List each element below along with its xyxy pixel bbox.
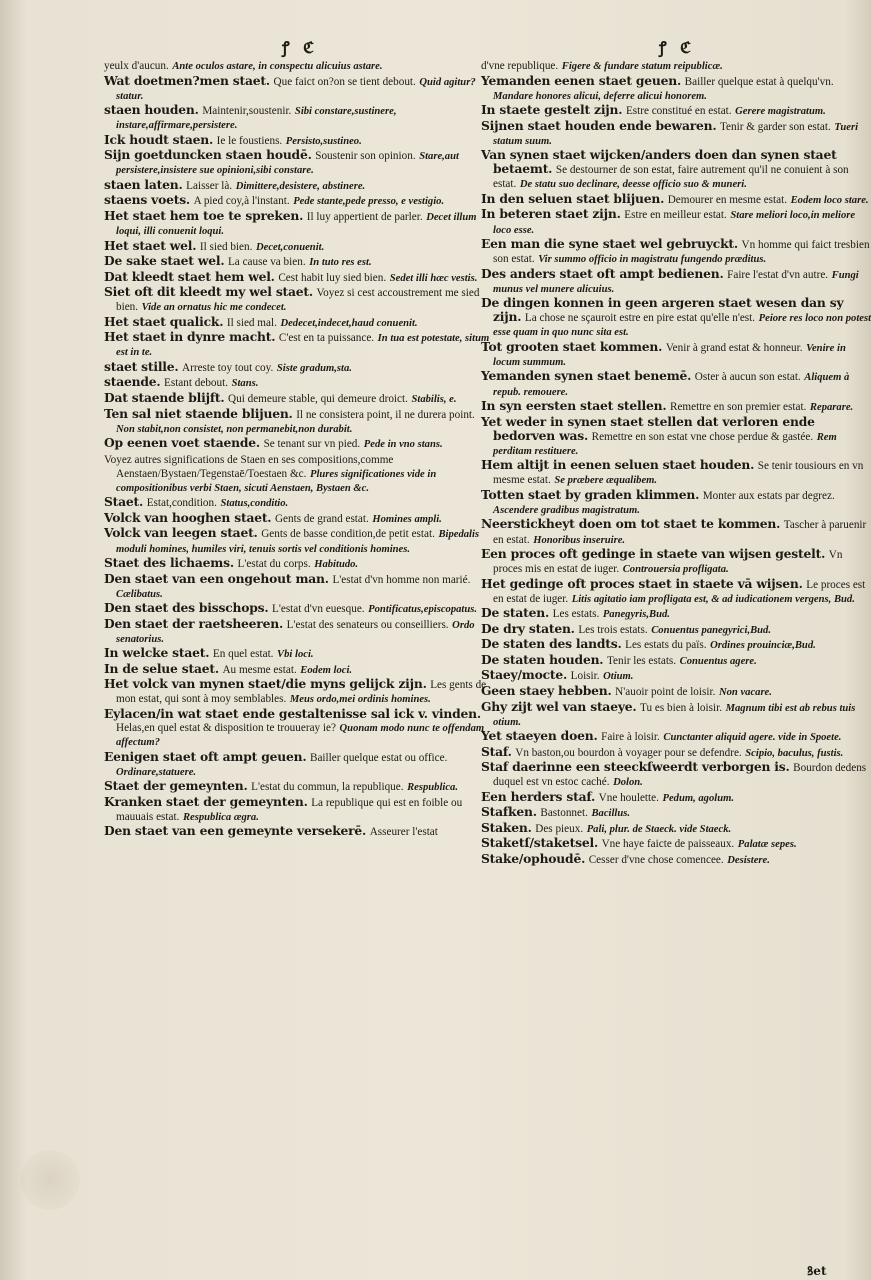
dictionary-entry	[104, 239, 496, 254]
entry-headword: Dat kleedt staet hem wel.	[104, 268, 275, 284]
entry-headword: De sake staet wel.	[104, 253, 225, 269]
dictionary-entry	[481, 821, 871, 836]
dictionary-entry	[104, 601, 496, 616]
dictionary-entry	[481, 637, 871, 652]
entry-latin: In tuto res est.	[309, 257, 372, 269]
entry-french: Voyez si cest accoustrement me sied bien.	[116, 287, 480, 314]
entry-headword: Yemanden synen staet benemē.	[481, 368, 692, 384]
entry-latin: Sibi constare,sustinere, instare,affirmare,persistere.	[116, 106, 397, 132]
entry-latin: Figere & fundare statum reipublicæ.	[561, 61, 723, 72]
entry-latin: Homines ampli.	[372, 513, 442, 525]
entry-headword: Tot grooten staet kommen.	[481, 338, 663, 354]
entry-headword: Eenigen staet oft ampt geuen.	[104, 748, 307, 764]
entry-latin: Bacillus.	[591, 808, 631, 820]
entry-french: Les gents de mon estat, qui sont à moy semblables.	[116, 679, 487, 706]
dictionary-entry	[104, 103, 496, 132]
entry-french: Asseurer l'estat	[369, 826, 438, 839]
dictionary-entry	[104, 270, 496, 285]
entry-headword: Den staet van een ongehout man.	[104, 570, 329, 586]
dictionary-entry	[104, 795, 496, 824]
entry-headword: Een herders staf.	[481, 788, 596, 804]
entry-french: Demourer en mesme estat.	[667, 193, 788, 206]
entry-latin: Vbi loci.	[277, 649, 314, 661]
entry-headword: Den staet des bisschops.	[104, 600, 269, 616]
entry-french: Vn homme qui faict tresbien son estat.	[493, 239, 870, 266]
entry-french: Remettre en son estat vne chose perdue & gastée.	[591, 430, 814, 443]
dictionary-entry	[481, 700, 871, 729]
entry-headword: In staete gestelt zijn.	[481, 102, 623, 118]
entry-latin: Tueri statum suum.	[493, 121, 859, 147]
entry-latin: Quid agitur?statur.	[116, 76, 476, 102]
entry-headword: Op eenen voet staende.	[104, 435, 260, 451]
entry-french: L'estat du corps.	[237, 558, 311, 571]
entry-latin: Conuentus panegyrici,Bud.	[651, 624, 771, 636]
entry-french: Vne haye faicte de paisseaux.	[601, 838, 735, 851]
entry-french: Il luy appertient de parler.	[306, 210, 423, 223]
entry-french: Gents de basse condition,de petit estat.	[261, 528, 435, 541]
dictionary-entry	[481, 58, 871, 73]
entry-french: Remettre en son premier estat.	[669, 401, 807, 414]
entry-latin: Rem perditam restituere.	[493, 431, 837, 457]
entry-latin: Dedecet,indecet,haud conuenit.	[280, 317, 418, 329]
dictionary-entry	[104, 148, 496, 177]
entry-headword: Ick houdt staen.	[104, 131, 214, 147]
entry-french: Bailler quelque estat ou office.	[309, 751, 448, 764]
dictionary-entry	[104, 824, 496, 839]
entry-headword: Staf daerinne een steeckſweerdt verborgen is.	[481, 759, 790, 775]
entry-headword: Dat staende blijft.	[104, 390, 225, 406]
dictionary-entry	[104, 209, 496, 238]
entry-french: Se tenir tousiours en vn mesme estat.	[493, 460, 864, 487]
entry-latin: Dolon.	[613, 777, 643, 789]
entry-headword: Totten staet by graden klimmen.	[481, 486, 700, 502]
entry-french: Bourdon dedens duquel est vn estoc caché.	[493, 762, 867, 789]
dictionary-entry	[104, 511, 496, 526]
entry-headword: Hem altijt in eenen seluen staet houden.	[481, 457, 755, 473]
entry-latin: Controuersia profligata.	[622, 564, 729, 576]
dictionary-entry	[104, 617, 496, 646]
entry-french: Maintenir,soustenir.	[202, 105, 292, 118]
entry-french: Tu es bien à loisir.	[640, 701, 722, 714]
entry-french: Cest habit luy sied bien.	[278, 271, 387, 284]
entry-latin: Stare meliori loco,in meliore loco esse.	[493, 210, 856, 236]
entry-headword: Geen staey hebben.	[481, 682, 612, 698]
entry-latin: Panegyris,Bud.	[602, 609, 670, 621]
entry-latin: Siste gradum,sta.	[276, 362, 352, 374]
entry-french: Se destourner de son estat, faire autrement qu'il ne conuient à son estat.	[493, 164, 849, 191]
entry-latin: Non stabit,non consistet, non permanebit,non durabit.	[116, 423, 353, 435]
entry-latin: Pede in vno stans.	[363, 439, 443, 451]
entry-french: L'estat des senateurs ou conseilliers.	[286, 618, 449, 631]
entry-latin: Respublica.	[407, 782, 459, 794]
entry-latin: Pontificatus,episcopatus.	[368, 604, 478, 616]
entry-french: yeulx d'aucun.	[104, 60, 169, 72]
entry-latin: Meus ordo,mei ordinis homines.	[289, 694, 431, 706]
entry-french: Monter aux estats par degrez.	[702, 489, 835, 502]
entry-french: Vne houlette.	[598, 791, 659, 804]
dictionary-entry	[104, 662, 496, 677]
entry-latin: Bipedalis moduli homines, humiles viri, tenuis sortis vel conditionis homines.	[116, 529, 480, 555]
entry-headword: Den staet van een gemeynte versekerē.	[104, 823, 367, 839]
entry-headword: Staey/mocte.	[481, 667, 568, 683]
entry-latin: Sedet illi hæc vestis.	[389, 272, 478, 284]
dictionary-entry	[104, 58, 496, 73]
entry-french: Voyez autres significations de Staen en ses compositions,comme Aenstaen/Bystaen/Tegenstaē/Toestaen &c.	[104, 453, 394, 480]
entry-headword: Stafken.	[481, 804, 537, 820]
entry-french: Ie le foustiens.	[216, 134, 283, 147]
entry-headword: Siet oft dit kleedt my wel staet.	[104, 284, 313, 300]
dictionary-entry	[104, 254, 496, 269]
entry-latin: Status,conditio.	[220, 498, 289, 510]
dictionary-entry	[481, 103, 871, 118]
entry-headword: De staten houden.	[481, 651, 604, 667]
entry-latin: Ante oculos astare, in conspectu alicuius astare.	[172, 61, 383, 72]
right-column	[481, 40, 871, 868]
dictionary-entry	[481, 745, 871, 760]
entry-latin: Vir summo officio in magistratu fungendo præditus.	[538, 254, 767, 266]
dictionary-entry	[104, 407, 496, 436]
entry-headword: Eylacen/in wat staet ende gestaltenisse sal ick v. vinden.	[104, 706, 481, 722]
entry-headword: In de selue staet.	[104, 660, 219, 676]
entry-headword: Het gedinge oft proces staet in staete vā wijsen.	[481, 575, 803, 591]
entry-french: Les estats.	[552, 608, 600, 621]
entry-french: Estant debout.	[164, 377, 229, 390]
entry-french: Vn baston,ou bourdon à voyager pour se defendre.	[515, 746, 742, 759]
dictionary-entry	[481, 148, 871, 191]
entry-french: Le proces est en estat de iuger.	[493, 578, 866, 605]
dictionary-entry	[481, 852, 871, 867]
dictionary-entry	[104, 707, 496, 749]
entry-french: Bailler quelque estat à quelqu'vn.	[684, 75, 834, 88]
dictionary-entry	[481, 207, 871, 236]
dictionary-entry	[481, 622, 871, 637]
dictionary-entry	[104, 360, 496, 375]
entry-headword: Yet staeyen doen.	[481, 728, 598, 744]
entry-headword: Des anders staet oft ampt bedienen.	[481, 265, 724, 281]
entry-french: Les estats du païs.	[625, 639, 707, 652]
entry-latin: Stare,aut persistere,insistere sue opinioni,sibi constare.	[116, 151, 459, 177]
dictionary-entry	[104, 677, 496, 706]
entry-headword: staen laten.	[104, 176, 183, 192]
entry-headword: In syn eersten staet stellen.	[481, 398, 667, 414]
dictionary-entry	[481, 836, 871, 851]
dictionary-entry	[481, 790, 871, 805]
entry-latin: Pede stante,pede presso, e vestigio.	[293, 196, 445, 208]
entry-latin: Stabilis, e.	[411, 394, 457, 406]
dictionary-entry	[481, 760, 871, 789]
entry-latin: Honoribus inseruire.	[533, 534, 626, 546]
dictionary-entry	[481, 369, 871, 398]
entry-latin: Stans.	[231, 378, 259, 390]
entry-french: A pied coy,à l'instant.	[193, 195, 290, 208]
entry-latin: Decet,conuenit.	[255, 241, 325, 253]
entry-latin: Mandare honores alicui, deferre alicui honorem.	[493, 90, 707, 102]
entry-latin: Eodem loci.	[300, 664, 353, 676]
entry-headword: Volck van leegen staet.	[104, 525, 258, 541]
entry-headword: Wat doetmen?men staet.	[104, 72, 270, 88]
entry-latin: Respublica ægra.	[182, 811, 259, 823]
entry-headword: Staken.	[481, 819, 532, 835]
entry-latin: Pedum, agolum.	[662, 792, 734, 804]
entry-french: Que faict on?on se tient debout.	[273, 75, 416, 88]
dictionary-entry	[481, 805, 871, 820]
entry-french: La chose ne sçauroit estre en pire estat qu'elle n'est.	[524, 312, 756, 325]
entry-french: Tenir & garder son estat.	[720, 120, 831, 133]
entry-french: Tenir les estats.	[606, 654, 677, 667]
entry-headword: staet stille.	[104, 358, 179, 374]
entry-latin: Peiore res loco non potest esse quam in quo nunc sita est.	[493, 313, 871, 339]
entry-french: Gents de grand estat.	[274, 512, 369, 525]
dictionary-entry	[481, 415, 871, 458]
dictionary-entry	[104, 572, 496, 601]
entry-latin: Aliquem à repub. remouere.	[493, 372, 850, 398]
entry-headword: De staten.	[481, 605, 550, 621]
entry-latin: Se præbere æqualibem.	[554, 475, 658, 487]
entry-latin: Ordo senatorius.	[116, 619, 475, 645]
entry-latin: Plures significationes vide in compositionibus verbi Staen, sicuti Aenstaen, Bystaen &c.	[116, 468, 437, 494]
entry-french: Soustenir son opinion.	[315, 150, 416, 163]
signature-mark-left: ꝭ ℭ	[282, 38, 318, 57]
dictionary-entry	[104, 391, 496, 406]
entry-french: Au mesme estat.	[222, 663, 297, 676]
entry-headword: De dry staten.	[481, 620, 575, 636]
signature-mark-right: ꝭ ℭ	[659, 38, 695, 57]
entry-headword: In welcke staet.	[104, 645, 210, 661]
entry-latin: Cunctanter aliquid agere. vide in Spoete.	[663, 732, 842, 744]
dictionary-entry	[104, 526, 496, 555]
entry-headword: Staketſ/staketsel.	[481, 835, 599, 851]
entry-latin: Gerere magistratum.	[735, 106, 826, 118]
entry-latin: Fungi munus vel munere alicuius.	[493, 269, 859, 295]
dictionary-entry	[104, 285, 496, 314]
dictionary-entry	[104, 779, 496, 794]
dictionary-entry	[481, 547, 871, 576]
entry-headword: Een man die syne staet wel gebruyckt.	[481, 236, 738, 252]
entry-latin: Reparare.	[809, 402, 854, 414]
entry-latin: Scipio, baculus, fustis.	[745, 747, 844, 759]
entry-latin: Eodem loco stare.	[790, 194, 869, 206]
entry-french: Estre en meilleur estat.	[624, 209, 727, 222]
dictionary-entry	[104, 750, 496, 779]
dictionary-entry	[104, 315, 496, 330]
dictionary-entry	[481, 606, 871, 621]
entry-latin: Persisto,sustineo.	[285, 135, 362, 147]
entry-french: Faire à loisir.	[601, 731, 660, 744]
entry-latin: Ordinare,statuere.	[116, 766, 197, 778]
entry-headword: Het staet qualick.	[104, 313, 224, 329]
entry-headword: Een proces oft gedinge in staete van wijsen gestelt.	[481, 546, 826, 562]
entry-french: Arreste toy tout coy.	[182, 361, 274, 374]
entry-headword: Stake/ophoudē.	[481, 850, 586, 866]
entry-headword: staende.	[104, 374, 161, 390]
entry-headword: Van synen staet wijcken/anders doen dan synen staet betaemt.	[481, 147, 837, 177]
entry-french: Estre constitué en estat.	[625, 105, 732, 118]
dictionary-entry	[481, 340, 871, 369]
dictionary-entry	[104, 375, 496, 390]
entry-french: La cause va bien.	[227, 256, 306, 269]
entry-headword: Staet des lichaems.	[104, 555, 234, 571]
entry-french: Cesser d'vne chose comencee.	[588, 853, 724, 866]
entry-latin: Habitudo.	[314, 559, 359, 571]
dictionary-entry	[481, 517, 871, 546]
dictionary-entry	[104, 556, 496, 571]
entry-headword: De dingen konnen in geen argeren staet wesen dan sy zijn.	[481, 295, 844, 325]
entry-headword: Volck van hooghen staet.	[104, 509, 272, 525]
dictionary-entry	[104, 133, 496, 148]
dictionary-entry	[104, 436, 496, 451]
dictionary-entry	[481, 119, 871, 148]
dictionary-entry	[104, 646, 496, 661]
entry-latin: Dimittere,desistere, abstinere.	[235, 180, 366, 192]
entry-headword: In den seluen staet blijuen.	[481, 190, 665, 206]
entry-headword: Yet weder in synen staet stellen dat verloren ende bedorven was.	[481, 413, 815, 443]
entry-headword: staens voets.	[104, 192, 190, 208]
dictionary-entry	[104, 495, 496, 510]
dictionary-entry	[481, 74, 871, 103]
entry-french: Oster à aucun son estat.	[694, 371, 801, 384]
dictionary-entry	[104, 193, 496, 208]
entry-french: Laisser là.	[186, 179, 233, 192]
entry-french: N'auoir point de loisir.	[615, 685, 716, 698]
entry-headword: staen houden.	[104, 102, 199, 118]
entry-latin: Magnum tibi est ab rebus tuis otium.	[493, 702, 856, 728]
catchword: ꝸet	[807, 1264, 827, 1278]
entry-french: Tascher à paruenir en estat.	[493, 519, 867, 546]
entry-headword: Het staet wel.	[104, 237, 197, 253]
dictionary-entry	[481, 267, 871, 296]
entry-latin: Decet illum loqui, illi conuenit loqui.	[116, 211, 477, 238]
entry-latin: Conuentus agere.	[679, 655, 757, 667]
dictionary-entry	[481, 577, 871, 606]
entry-french: Bastonnet.	[540, 807, 588, 820]
entry-headword: Ten sal niet staende blijuen.	[104, 405, 293, 421]
entry-french: Qui demeure stable, qui demeure droict.	[228, 393, 408, 406]
entry-french: Se tenant sur vn pied.	[263, 438, 361, 451]
entry-french: L'estat d'vn euesque.	[272, 603, 365, 616]
entry-french: d'vne republique.	[481, 60, 559, 72]
entry-french: Des pieux.	[535, 822, 584, 835]
dictionary-entry	[481, 668, 871, 683]
entry-headword: Staet der gemeynten.	[104, 778, 248, 794]
entry-french: Il sied mal.	[226, 316, 277, 329]
entry-latin: Ascendere gradibus magistratum.	[493, 504, 640, 516]
entry-french: La republique qui est en foible ou mauuais estat.	[116, 796, 463, 823]
entry-headword: Sijn goetduncken staen houdē.	[104, 147, 312, 163]
entry-french: En quel estat.	[212, 648, 274, 661]
dictionary-entry	[104, 74, 496, 103]
entry-headword: Staet.	[104, 494, 144, 510]
entry-headword: Sijnen staet houden ende bewaren.	[481, 117, 717, 133]
dictionary-entry	[481, 729, 871, 744]
entry-french: Estat,condition.	[146, 497, 217, 510]
entry-latin: Desistere.	[727, 854, 770, 866]
dictionary-entry	[481, 296, 871, 339]
entry-french: Il ne consistera point, il ne durera point.	[296, 408, 475, 421]
entry-headword: De staten des landts.	[481, 636, 622, 652]
entry-french: Helas,en quel estat & disposition te trouueray ie?	[116, 722, 336, 735]
entry-latin: Non vacare.	[718, 686, 772, 698]
dictionary-entry	[481, 399, 871, 414]
dictionary-entry	[104, 178, 496, 193]
entry-french: L'estat d'vn homme non marié.	[332, 573, 471, 586]
left-column	[104, 40, 496, 840]
entry-french: Faire l'estat d'vn autre.	[727, 268, 829, 281]
dictionary-entry	[481, 488, 871, 517]
dictionary-entry	[481, 684, 871, 699]
dictionary-entry	[481, 192, 871, 207]
entry-headword: Het staet hem toe te spreken.	[104, 207, 304, 223]
entry-latin: Litis agitatio iam profligata est, & ad iudicationem vergens, Bud.	[571, 593, 855, 605]
entry-french: L'estat du commun, la republique.	[251, 781, 404, 794]
entry-headword: Staf.	[481, 743, 512, 759]
entry-latin: Quonam modo nunc te offendam affectum?	[116, 723, 485, 749]
dictionary-entry	[104, 452, 496, 495]
entry-latin: Palatæ sepes.	[737, 839, 797, 851]
entry-latin: Vide an ornatus hic me condecet.	[141, 302, 287, 314]
entry-french: Vn proces mis en estat de iuger.	[493, 549, 843, 576]
entry-headword: Neerstickheyt doen om tot staet te kommen.	[481, 516, 781, 532]
entry-french: Venir à grand estat & honneur.	[665, 341, 803, 354]
paper-stain	[20, 1150, 80, 1210]
entry-french: C'est en ta puissance.	[278, 332, 375, 345]
entry-headword: Het volck van mynen staet/die myns gelijck zijn.	[104, 676, 427, 692]
dictionary-entry	[481, 237, 871, 266]
entry-headword: Den staet der raetsheeren.	[104, 615, 284, 631]
entry-latin: In tua est potestate, situm est in te.	[116, 333, 490, 359]
entry-french: Il sied bien.	[199, 240, 253, 253]
entry-headword: In beteren staet zijn.	[481, 206, 621, 222]
dictionary-entry	[481, 458, 871, 487]
entry-headword: Yemanden eenen staet geuen.	[481, 72, 682, 88]
dictionary-entry	[104, 330, 496, 359]
entry-headword: Het staet in dynre macht.	[104, 329, 276, 345]
entry-latin: Cælibatus.	[116, 588, 163, 600]
entry-latin: De statu suo declinare, deesse officio suo & muneri.	[519, 179, 747, 191]
entry-french: Les trois estats.	[578, 623, 648, 636]
entry-latin: Otium.	[603, 671, 634, 683]
entry-latin: Ordines prouinciæ,Bud.	[710, 640, 816, 652]
entry-french: Loisir.	[570, 670, 600, 683]
dictionary-entry	[481, 653, 871, 668]
entry-headword: Ghy zijt wel van staeye.	[481, 698, 637, 714]
entry-latin: Pali, plur. de Staeck. vide Staeck.	[586, 823, 732, 835]
entry-headword: Kranken staet der gemeynten.	[104, 793, 308, 809]
entry-latin: Venire in locum summum.	[493, 342, 846, 368]
